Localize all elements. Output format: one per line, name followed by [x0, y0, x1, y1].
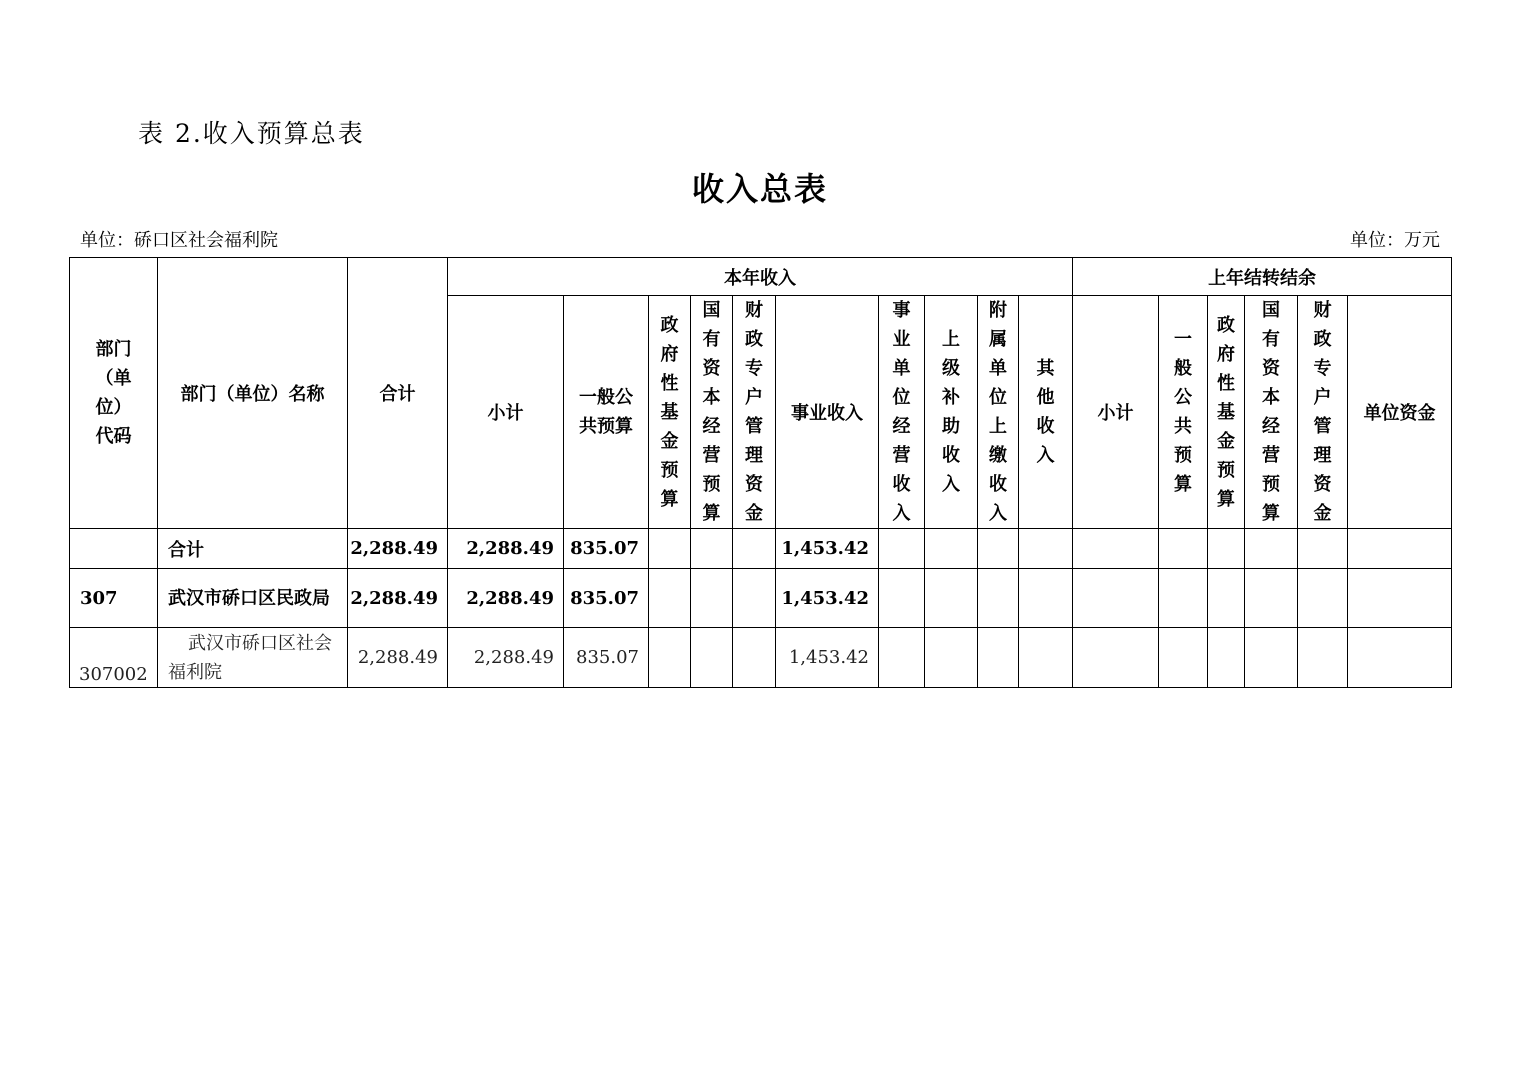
- header-ty-superior-subsidy: 上级补助收入: [925, 296, 978, 529]
- cell-subtotal: 2,288.49: [448, 628, 564, 688]
- income-budget-table: [69, 257, 1452, 688]
- header-row-1: [70, 258, 1452, 296]
- header-ty-special-account: 财政专户管理资金: [733, 296, 776, 529]
- header-ly-general: 一般公共预算: [1159, 296, 1208, 529]
- cell-code: [70, 529, 158, 569]
- cell-business: 1,453.42: [776, 569, 879, 628]
- cell-total: 2,288.49: [348, 529, 448, 569]
- cell-general: 835.07: [564, 569, 649, 628]
- cell-name: 武汉市硚口区民政局: [158, 569, 348, 628]
- header-ty-subtotal: 小计: [448, 296, 564, 529]
- cell-subtotal: 2,288.49: [448, 569, 564, 628]
- cell-general: 835.07: [564, 628, 649, 688]
- table-row: [70, 628, 1452, 688]
- cell-code: 307: [70, 569, 158, 628]
- header-ly-fund: 政府性基金预算: [1208, 296, 1245, 529]
- cell-general: 835.07: [564, 529, 649, 569]
- unit-currency: 单位：万元: [1350, 230, 1440, 251]
- header-ty-operating-income: 事业单位经营收入: [879, 296, 925, 529]
- cell-name: 武汉市硚口区社会福利院: [158, 628, 348, 688]
- header-total: 合计: [348, 258, 448, 529]
- header-ly-subtotal: 小计: [1073, 296, 1159, 529]
- header-ty-state-capital: 国有资本经营预算: [691, 296, 733, 529]
- table-row: [70, 529, 1452, 569]
- header-ty-fund: 政府性基金预算: [649, 296, 691, 529]
- header-ty-business-income: 事业收入: [776, 296, 879, 529]
- page-title: 收入总表: [691, 170, 828, 208]
- cell-name: 合计: [158, 529, 348, 569]
- table-caption: 表 2.收入预算总表: [138, 119, 365, 148]
- header-ly-special-account: 财政专户管理资金: [1298, 296, 1348, 529]
- header-ty-other-income: 其他收入: [1019, 296, 1073, 529]
- cell-subtotal: 2,288.49: [448, 529, 564, 569]
- header-ty-affiliated-income: 附属单位上缴收入: [978, 296, 1019, 529]
- header-ly-state-capital: 国有资本经营预算: [1245, 296, 1298, 529]
- table-row: [70, 569, 1452, 628]
- cell-total: 2,288.49: [348, 628, 448, 688]
- header-this-year: 本年收入: [448, 258, 1073, 296]
- unit-organization: 单位：硚口区社会福利院: [80, 230, 278, 251]
- header-dept-code: 部门（单位）代码: [70, 258, 158, 529]
- header-ly-unit-funds: 单位资金: [1348, 296, 1452, 529]
- cell-code: 307002: [70, 628, 158, 688]
- cell-business: 1,453.42: [776, 529, 879, 569]
- header-dept-name: 部门（单位）名称: [158, 258, 348, 529]
- header-ty-general: 一般公共预算: [564, 296, 649, 529]
- header-last-year: 上年结转结余: [1073, 258, 1452, 296]
- cell-total: 2,288.49: [348, 569, 448, 628]
- cell-business: 1,453.42: [776, 628, 879, 688]
